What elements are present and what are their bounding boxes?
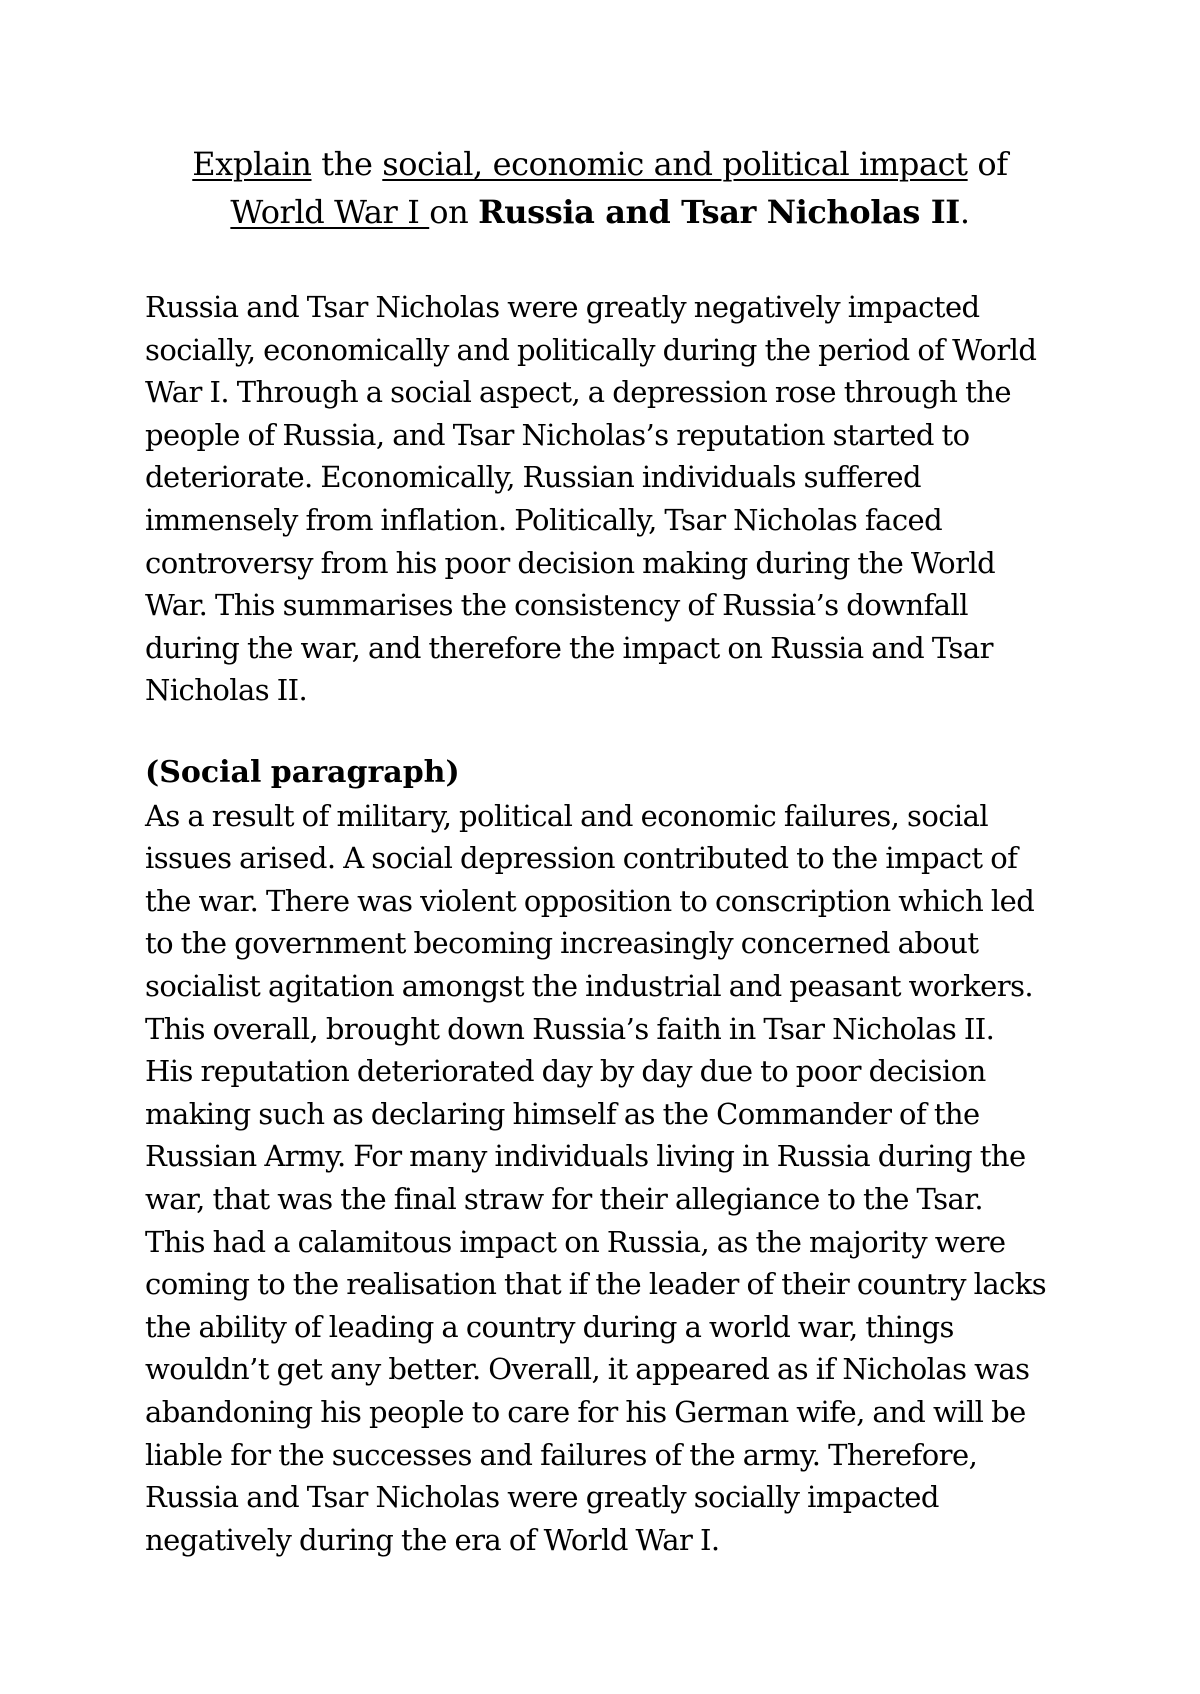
social-line: Russian Army. For many individuals living in Russia during the <box>145 1139 1026 1174</box>
intro-line: socially, economically and politically during the period of World <box>145 332 1037 367</box>
social-line: This overall, brought down Russia’s faith in Tsar Nicholas II. <box>145 1011 995 1046</box>
title-on: on <box>429 193 479 231</box>
essay-question-title <box>120 140 1080 236</box>
social-line: issues arised. A social depression contributed to the impact of <box>145 841 1018 876</box>
intro-line: during the war, and therefore the impact on Russia and Tsar <box>145 630 993 665</box>
social-heading: (Social paragraph) <box>145 755 460 790</box>
social-line: As a result of military, political and economic failures, social <box>145 798 989 833</box>
intro-paragraph <box>145 286 1085 712</box>
social-paragraph <box>145 752 1085 1561</box>
social-line: war, that was the final straw for their allegiance to the Tsar. <box>145 1181 984 1216</box>
title-the: the <box>311 145 383 183</box>
intro-line: War. This summarises the consistency of Russia’s downfall <box>145 588 968 623</box>
title-impact-phrase: social, economic and political impact <box>382 145 968 183</box>
title-line-1 <box>120 140 1080 188</box>
social-line: coming to the realisation that if the leader of their country lacks <box>145 1267 1047 1302</box>
social-line: His reputation deteriorated day by day due to poor decision <box>145 1054 986 1089</box>
title-period: . <box>959 193 970 231</box>
social-line: to the government becoming increasingly concerned about <box>145 926 979 961</box>
title-explain: Explain <box>192 145 312 183</box>
title-line-2 <box>120 188 1080 236</box>
social-line: abandoning his people to care for his German wife, and will be <box>145 1394 1026 1429</box>
intro-line: Russia and Tsar Nicholas were greatly negatively impacted <box>145 290 980 324</box>
social-line: socialist agitation amongst the industrial and peasant workers. <box>145 968 1034 1003</box>
social-line: This had a calamitous impact on Russia, as the majority were <box>145 1224 1006 1259</box>
intro-line: immensely from inflation. Politically, Tsar Nicholas faced <box>145 502 943 537</box>
social-line: the war. There was violent opposition to conscription which led <box>145 883 1035 918</box>
social-line: Russia and Tsar Nicholas were greatly socially impacted <box>145 1480 939 1515</box>
social-line: making such as declaring himself as the Commander of the <box>145 1096 980 1131</box>
intro-line: Nicholas II. <box>145 673 308 708</box>
social-line: the ability of leading a country during a world war, things <box>145 1309 954 1344</box>
social-line: negatively during the era of World War I. <box>145 1522 720 1557</box>
social-line: liable for the successes and failures of the army. Therefore, <box>145 1437 978 1472</box>
intro-line: people of Russia, and Tsar Nicholas’s reputation started to <box>145 417 970 452</box>
title-subject: Russia and Tsar Nicholas II <box>478 193 960 231</box>
title-world-war: World War I <box>230 193 430 231</box>
intro-line: controversy from his poor decision making during the World <box>145 545 996 580</box>
title-of: of <box>967 145 1008 183</box>
social-line: wouldn’t get any better. Overall, it appeared as if Nicholas was <box>145 1352 1030 1387</box>
intro-line: War I. Through a social aspect, a depression rose through the <box>145 375 1011 410</box>
intro-line: deteriorate. Economically, Russian individuals suffered <box>145 460 921 495</box>
